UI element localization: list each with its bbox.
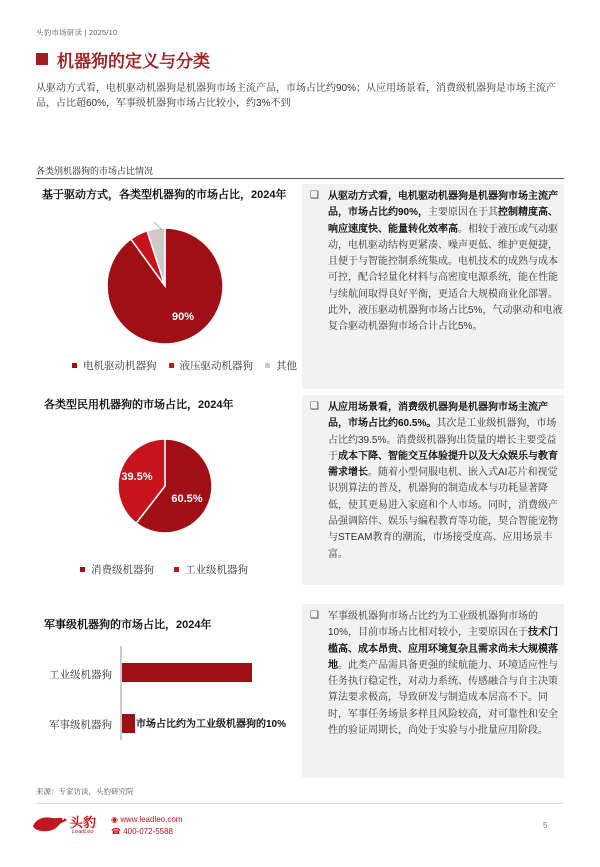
panel-bold-run: 控制精度高、响应速度快、能量转化效率高 (328, 207, 559, 235)
legend-swatch (72, 363, 77, 368)
legend2-item-consumer (80, 562, 154, 577)
legend-label: 消费级机器狗 (91, 564, 154, 576)
chart3-bar (36, 636, 302, 746)
panel-bold-run: 从驱动方式看，电机驱动机器狗是机器狗市场主流产品，市场占比约90%， (328, 191, 558, 219)
checkbox-bullet-icon: ❑ (310, 190, 319, 201)
chart1-legend (72, 358, 309, 373)
bar-1 (122, 714, 135, 733)
phone-number (111, 827, 173, 836)
chart2-pie (60, 426, 280, 546)
globe-icon: ◉ (111, 815, 121, 824)
legend1-item-other (265, 358, 297, 373)
chart3-title: 军事级机器狗的市场占比，2024年 (44, 619, 212, 631)
panel-text-run: 军事级机器狗市场占比约为工业级机器狗市场的10%，目前市场占比相对较小，主要原因在于 (328, 611, 538, 639)
panel-text-run: 。随着小型伺服电机、嵌入式AI芯片和视觉识别算法的普及，机器狗的制造成本与功耗显著降低，使其更易进入家庭和个人市场。同时，消费级产品强调陪伴、娱乐与编程教育等功能，契合智能宠物与STEAM教育的潮流，市场接受度高、应用场景丰富。 (328, 467, 558, 560)
panel2-text (328, 400, 566, 563)
phone-icon: ☎ (111, 827, 124, 836)
legend-swatch (265, 363, 270, 368)
legend2-item-industrial (174, 562, 248, 577)
chart2-legend (80, 562, 260, 577)
legend-swatch (169, 363, 174, 368)
legend1-item-motor (72, 358, 157, 373)
analysis-panel-military (302, 604, 564, 778)
website-text: www.leadleo.com (120, 815, 183, 824)
footer-divider (36, 803, 564, 804)
legend-label: 液压驱动机器狗 (179, 360, 253, 372)
legend-label: 工业级机器狗 (185, 564, 248, 576)
leopard-logo-icon (30, 811, 70, 835)
report-header: 头豹市场研读 | 2025/10 (36, 28, 118, 37)
legend1-item-hydraulic (169, 358, 254, 373)
pie2-label-consumer: 60.5% (171, 493, 203, 505)
chart1-title: 基于驱动方式，各类型机器狗的市场占比，2024年 (42, 189, 287, 201)
logo-text-cn: 头豹 (70, 815, 97, 830)
panel-text-run: 其次是工业级机器狗，市场占比约39.5%。消费级机器狗出货量的增长主要受益于 (328, 418, 557, 462)
title-marker (36, 53, 48, 65)
logo-text-en: LeadLeo (72, 829, 94, 835)
phone-text: 400-072-5588 (123, 827, 174, 836)
bar-annotation: 市场占比约为工业级机器狗的10% (136, 719, 287, 730)
panel-text-run: 。相较于液压或气动驱动，电机驱动结构更紧凑、噪声更低、维护更便捷，且便于与智能控制系统集成。电机技术的成熟与成本可控，配合轻量化材料与高密度电源系统，能在性能与续航间取得良好平衡，更适合大规模商业化部署。此外，液压驱动机器狗市场占比5%，气动驱动和电液复合驱动机器狗市场合计占比5%。 (328, 223, 563, 333)
page-title: 机器狗的定义与分类 (57, 52, 210, 71)
bar-category-military: 军事级机器狗 (49, 719, 112, 731)
panel-bold-run: 从应用场景看，消费级机器狗是机器狗市场主流产品，市场占比约60.5%。 (328, 402, 548, 430)
panel-text-run: 。此类产品需具备更强的续航能力、环境适应性与任务执行稳定性，对动力系统、传感融合与自主决策算法要求极高，导致研发与制造成本居高不下。同时，军事任务场景多样且风险较高，对可靠性和安全性的验证周期长，尚处于实验与小批量应用阶段。 (328, 659, 558, 737)
panel-text-run: 主要原因在于其 (428, 207, 499, 219)
page-number: 5 (543, 821, 548, 830)
source-note: 来源：专家访谈，头豹研究院 (36, 787, 134, 796)
legend-label: 电机驱动机器狗 (83, 360, 157, 372)
chart1-pie (60, 206, 280, 356)
checkbox-bullet-icon: ❑ (310, 401, 319, 412)
panel3-text (328, 609, 566, 739)
pie1-label-main: 90% (171, 311, 195, 323)
panel-bold-run: 技术门槛高、成本昂贵、应用环境复杂且需求尚未大规模落地 (328, 627, 559, 671)
chart2-title: 各类型民用机器狗的市场占比，2024年 (44, 399, 234, 411)
bar-category-industrial: 工业级机器狗 (49, 669, 112, 681)
panel1-text (328, 189, 566, 336)
intro-paragraph: 从驱动方式看，电机驱动机器狗是机器狗市场主流产品，市场占比约90%；从应用场景看，消费级机器狗是市场主流产品，占比超60%，军事级机器狗市场占比较小，约3%不到 (36, 83, 557, 109)
section-divider (36, 178, 564, 179)
analysis-panel-drive (302, 184, 564, 389)
bar-0 (122, 663, 252, 682)
chart-section-label: 各类别机器狗的市场占比情况 (36, 166, 154, 176)
pie2-label-industrial: 39.5% (121, 471, 153, 483)
checkbox-bullet-icon: ❑ (310, 610, 319, 621)
website-link[interactable] (111, 815, 182, 824)
analysis-panel-scenario (302, 395, 564, 585)
panel-bold-run: 成本下降、智能交互体验提升以及大众娱乐与教育需求增长 (328, 450, 558, 479)
legend-swatch (174, 567, 179, 572)
legend-label: 其他 (276, 360, 297, 372)
legend-swatch (80, 567, 85, 572)
